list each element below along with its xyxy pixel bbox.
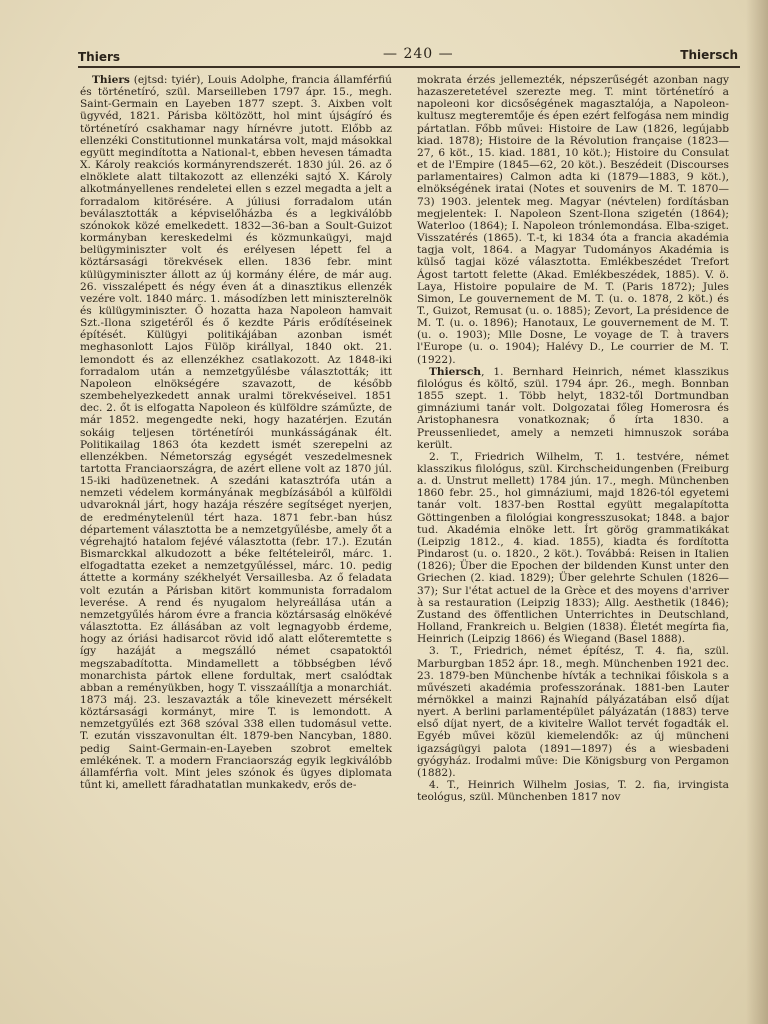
entry-text: , 1. Bernhard Heinrich, német klasszikus filológus és költő, szül. 1794 ápr. 26., megh. Bonnban 1855 szept. 1. Több helyt, 1832-től Dortmundban gimnáziumi tanár volt. Dolgozatai főleg Homerosra és Aristophanesra vonatkoznak; ő írta 1830. a Preussenliedet, amely a nemzeti himnuszok sorába került. (417, 365, 729, 451)
entry-text: T., Friedrich, német építész, T. 4. fia, szül. Marburgban 1852 ápr. 18., megh. Münchenben 1921 dec. 23. 1879-ben Münchenbe hívták a technikai főiskola s a művészeti akadémia professzorának. 1881-ben Lauter mérnökkel a mainzi Rajnahíd pályázatában első díjat nyert. A berlini parlamentépület pályázatán (1883) terve első díjat nyert, de a kivitelre Wallot tervét fogadták el. Egyéb művei közül kiemelendők: az új müncheni igazságügyi palota (1891—1897) és a wiesbadeni gyógyház. Irodalmi műve: Die Königsburg von Pergamon (1882). (417, 645, 729, 779)
entry-number: 2. (429, 450, 440, 463)
entry-headword: Thiers (92, 74, 130, 86)
header-rule (78, 66, 740, 68)
left-column (80, 74, 392, 791)
header-right-keyword: Thiersch (680, 48, 738, 62)
entry-thiers (80, 74, 392, 791)
page-header (78, 46, 738, 66)
entry-thiersch-4 (417, 779, 729, 803)
entry-number: 4. (429, 779, 440, 792)
page-spine-shadow (746, 0, 768, 1024)
entry-thiersch-2 (417, 451, 729, 646)
entry-text: T., Friedrich Wilhelm, T. 1. testvére, német klasszikus filológus, szül. Kirchscheidungenben (Freiburg a. d. Unstrut mellett) 1784 jún. 17., megh. Münchenben 1860 febr. 25., hol gimnáziumi, majd 1826-tól egyetemi tanár volt. 1837-ben Rosttal együtt megalapította Göttingenben a filológiai kongresszusokat; 1848. a bajor tud. Akadémia elnöke lett. Írt görög grammatikákat (Leipzig 1812., 4. kiad. 1855), kiadta és fordította Pindarost (u. o. 1820., 2 köt.). Továbbá: Reisen in Italien (1826); Über die Epochen der bildenden Kunst unter den Griechen (2. kiad. 1829); Über gelehrte Schulen (1826—37); Sur l'état actuel de la Grèce et des moyens d'arriver à sa restauration (Leipzig 1833); Allg. Aesthetik (1846); Zustand des öffentlichen Unterrichtes in Deutschland, Holland, Frankreich u. Belgien (1838). Életét megírta fia, Heinrich (Leipzig 1866) és Wiegand (Basel 1888). (417, 450, 729, 646)
entry-headword: Thiersch (429, 365, 482, 378)
entry-thiersch-3 (417, 645, 729, 779)
entry-text: T., Heinrich Wilhelm Josias, T. 2. fia, irvingista teológus, szül. Münchenben 1817 nov (417, 779, 729, 804)
entry-thiersch-1 (417, 366, 729, 451)
entry-text: mokrata érzés jellemezték, népszerűségét azonban nagy hazaszeretetével szerezte meg. T. mint történetíró a napoleoni kor dicsőségének magasztalója, a Napoleon-kultusz megteremtője és épen ezért felfogása nem mindig pártatlan. Főbb művei: Histoire de Law (1826, legújabb kiad. 1878); Histoire de la Révolution française (1823—27, 6 köt., 15. kiad. 1881, 10 köt.); Histoire du Consulat et de l'Empire (1845—62, 20 köt.). Beszédeit (Discourses parlamentaires) Calmon adta ki (1879—1883, 9 köt.), elnökségének iratai (Notes et souvenirs de M. T. 1870—73) 1903. jelentek meg. Magyar (névtelen) fordításban megjelentek: I. Napoleon Szent-Ilona szigetén (1864); Waterloo (1864); I. Napoleon trónlemondása. Elba-sziget. Visszatérés (1865). T.-t, ki 1834 óta a francia akadémia tagja volt, 1864. a Magyar Tudományos Akadémia is külső tagjai közé választotta. Emlékbeszédet Trefort Ágost tartott felette (Akad. Emlékbeszédek, 1885). V. ö. Laya, Histoire populaire de M. T. (Paris 1872); Jules Simon, Le gouvernement de M. T. (u. o. 1878, 2 köt.) és T., Guizot, Remusat (u. o. 1885); Zevort, La présidence de M. T. (u. o. 1896); Hanotaux, Le gouvernement de M. T. (u. o. 1903); Mlle Dosne, Le voyage de T. à travers l'Europe (u. o. 1904); Halévy D., Le courrier de M. T. (1922). (417, 74, 729, 366)
header-left-keyword: Thiers (78, 50, 121, 64)
entry-text: (ejtsd: tyiér), Louis Adolphe, francia államférfiú és történetíró, szül. Marseilleben 1797 ápr. 15., megh. Saint-Germain en Layeben 1877 szept. 3. Aixben volt ügyvéd, 1821. Párisba költözött, hol mint újságíró és történetíró csakhamar nagy hírnévre jutott. Előbb az ellenzéki Constitutionnel munkatársa volt, majd másokkal együtt megindította a National-t, ebben hevesen támadta X. Károly reakciós kormányrendszerét. 1830 júl. 26. az ő elnöklete alatt tiltakozott az ellenzéki sajtó X. Károly alkotmányellenes rendeletei ellen s ezzel megadta a jelt a forradalom kitörésére. A júliusi forradalom után beválasztották a képviselőházba és a legkiválóbb szónokok közé emelkedett. 1832—36-ban a Soult-Guizot kormányban kereskedelmi és közmunkaügyi, majd belügyminiszter volt és erélyesen lépett fel a köztársasági törekvések ellen. 1836 febr. mint külügyminiszter állott az új kormány élére, de már aug. 26. visszalépett és négy éven át a dinasztikus ellenzék vezére volt. 1840 márc. 1. másodízben lett miniszterelnök és külügyminiszter. Ő hozatta haza Napoleon hamvait Szt.-Ilona szigetéről és ő kezdte Páris erődítéseinek építését. Külügyi politikájában azonban ismét meghasonlott Lajos Fülöp királlyal, 1840 okt. 21. lemondott és az ellenzékhez csatlakozott. Az 1848-iki forradalom után a nemzetgyűlésbe választották; itt Napoleon elnökségére szavazott, de később szembehelyezkedett annak uralmi törekvéseivel. 1851 dec. 2. őt is elfogatta Napoleon és külföldre száműzte, de már 1852. megengedte neki, hogy hazatérjen. Ezután sokáig teljesen történetírói munkásságának élt. Politikailag 1863 óta kezdett ismét szerepelni az ellenzékben. Németország egységét veszedelmesnek tartotta Franciaországra, de azért ellene volt az 1870 júl. 15-iki hadüzenetnek. A szedáni katasztrófa után a nemzeti védelem kormányának megbízásából a külföldi udvaroknál járt, hogy hazája részére segítséget nyerjen, de eredménytelenül tért haza. 1871 febr.-ban húsz département választotta be a nemzetgyűlésbe, amely őt a végrehajtó hatalom fejévé választotta (febr. 17.). Ezután Bismarckkal alkudozott a béke feltételeiről, márc. 1. elfogadtatta ezeket a nemzetgyűléssel, márc. 10. pedig áttette a kormány székhelyét Versaillesba. Az ő feladata volt ezután a Párisban kitört kommunista forradalom leverése. A rend és nyugalom helyreállása után a nemzetgyűlés három évre a francia köztársaság elnökévé választotta. Ez állásában az volt legnagyobb érdeme, hogy az óriási hadisarcot rövid idő alatt előteremtette s így hazáját a megszálló német csapatoktól megszabadította. Mindamellett a többségben lévő monarchista pártok ellene fordultak, mert csalódtak abban a reményükben, hogy T. visszaállítja a monarchiát. 1873 máj. 23. leszavazták a tőle kinevezett mérsékelt köztársasági kormányt, mire T. is lemondott. A nemzetgyűlés ezt 368 szóval 338 ellen tudomásul vette. T. ezután visszavonultan élt. 1879-ben Nancyban, 1880. pedig Saint-Germain-en-Layeben szobrot emeltek emlékének. T. a modern Franciaország egyik legkiválóbb államférfia volt. Mint jeles szónok és ügyes diplomata tűnt ki, amellett fáradhatatlan munkakedv, erős de- (80, 74, 392, 792)
right-column (417, 74, 729, 803)
entry-number: 3. (429, 645, 440, 658)
entry-thiers-continued (417, 74, 729, 366)
page-number: — 240 — (383, 46, 454, 62)
